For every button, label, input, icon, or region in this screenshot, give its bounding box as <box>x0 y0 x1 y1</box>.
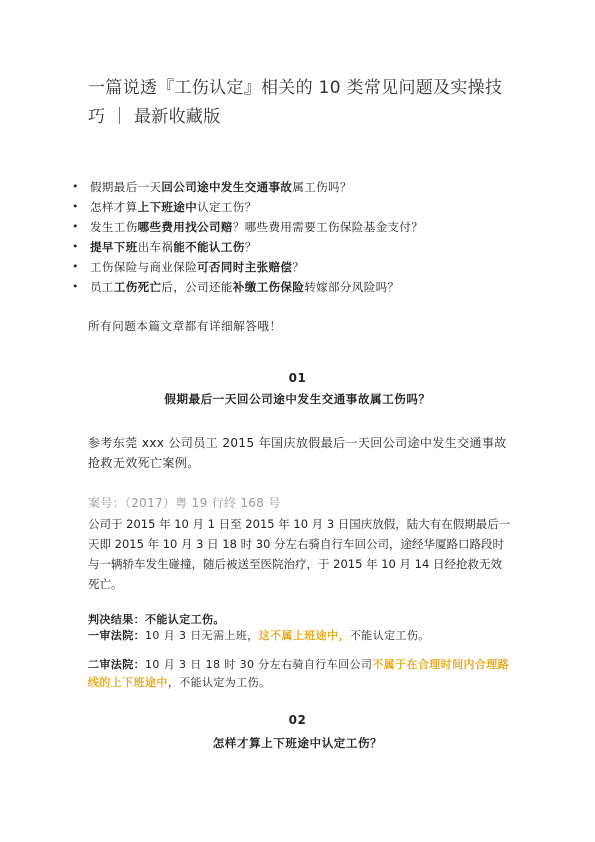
bullet-text: ？哪些费用需要工伤保险基金支付？ <box>232 220 424 234</box>
bullet-text: 怎样才算 <box>90 200 138 214</box>
verdict-highlight: 这不属上班途中， <box>258 629 350 642</box>
verdict-text: 不能认定工伤。 <box>349 629 430 642</box>
section-heading: 怎样才算上下班途中认定工伤？ <box>212 736 383 750</box>
bullet-text: ？ <box>292 260 305 274</box>
answer-note: 所有问题本篇文章都有详细解答哦！ <box>88 319 282 333</box>
bullet-bold: 补缴工伤保险 <box>232 280 305 294</box>
verdict-text: ，不能认定为工伤。 <box>167 676 271 689</box>
bullet-text: 转嫁部分风险吗？ <box>304 280 400 294</box>
article-title: 一篇说透『工伤认定』相关的 10 类常见问题及实操技巧 ｜ 最新收藏版 <box>88 78 503 127</box>
bullet-bold: 工伤死亡 <box>113 280 162 294</box>
bullet-bold: 上下班途中 <box>137 200 198 214</box>
bullet-text: 假期最后一天 <box>90 180 162 194</box>
first-instance <box>88 627 518 645</box>
bullet-text: 认定工伤？ <box>197 200 257 214</box>
bullet-text: 员工 <box>90 280 114 294</box>
list-item <box>72 257 542 277</box>
question-list <box>72 177 542 297</box>
bullet-bold: 能不能认工伤 <box>173 240 245 254</box>
list-item <box>72 237 542 257</box>
case-number: 案号：（2017）粤 19 行终 168 号 <box>88 496 281 510</box>
list-item <box>72 277 542 297</box>
section-number: 02 <box>288 713 307 727</box>
list-item <box>72 177 542 197</box>
bullet-bold: 哪些费用找公司赔 <box>137 220 233 234</box>
court-label: 二审法院： <box>88 658 145 671</box>
case-description: 公司于 2015 年 10 月 1 日至 2015 年 10 月 3 日国庆放假，陆大有在假期最后一天即 2015 年 10 月 3 日 18 时 30 分左右骑自行车回公司，途经华厦路口路段时与一辆轿车发生碰撞，随后被送至医院治疗，于 2015 年 10 月 14 日经抢救无效死亡。 <box>88 517 511 591</box>
list-item <box>72 217 542 237</box>
verdict-text: 10 月 3 日 18 时 30 分左右骑自行车回公司 <box>145 658 373 671</box>
second-instance <box>88 656 518 692</box>
verdict-highlight: 不属于在合理时间内合理路线的上下班途中 <box>88 658 510 689</box>
court-label: 一审法院： <box>88 629 145 642</box>
bullet-text: 发生工伤 <box>90 220 138 234</box>
list-item <box>72 197 542 217</box>
case-intro: 参考东莞 xxx 公司员工 2015 年国庆放假最后一天回公司途中发生交通事故抢救无效死亡案例。 <box>88 436 507 470</box>
bullet-text: 属工伤吗？ <box>292 180 352 194</box>
bullet-bold: 回公司途中发生交通事故 <box>161 180 293 194</box>
bullet-text: 出车祸 <box>137 240 174 254</box>
verdict-label: 判决结果：不能认定工伤。 <box>88 613 225 626</box>
bullet-text: 后，公司还能 <box>161 280 233 294</box>
bullet-text: 工伤保险与商业保险 <box>90 260 198 274</box>
section-heading: 假期最后一天回公司途中发生交通事故属工伤吗？ <box>164 392 431 406</box>
bullet-bold: 提早下班 <box>90 240 138 254</box>
bullet-bold: 可否同时主张赔偿 <box>197 260 293 274</box>
section-number: 01 <box>288 371 307 385</box>
bullet-text: ？ <box>244 240 257 254</box>
verdict-text: 10 月 3 日无需上班， <box>145 629 259 642</box>
